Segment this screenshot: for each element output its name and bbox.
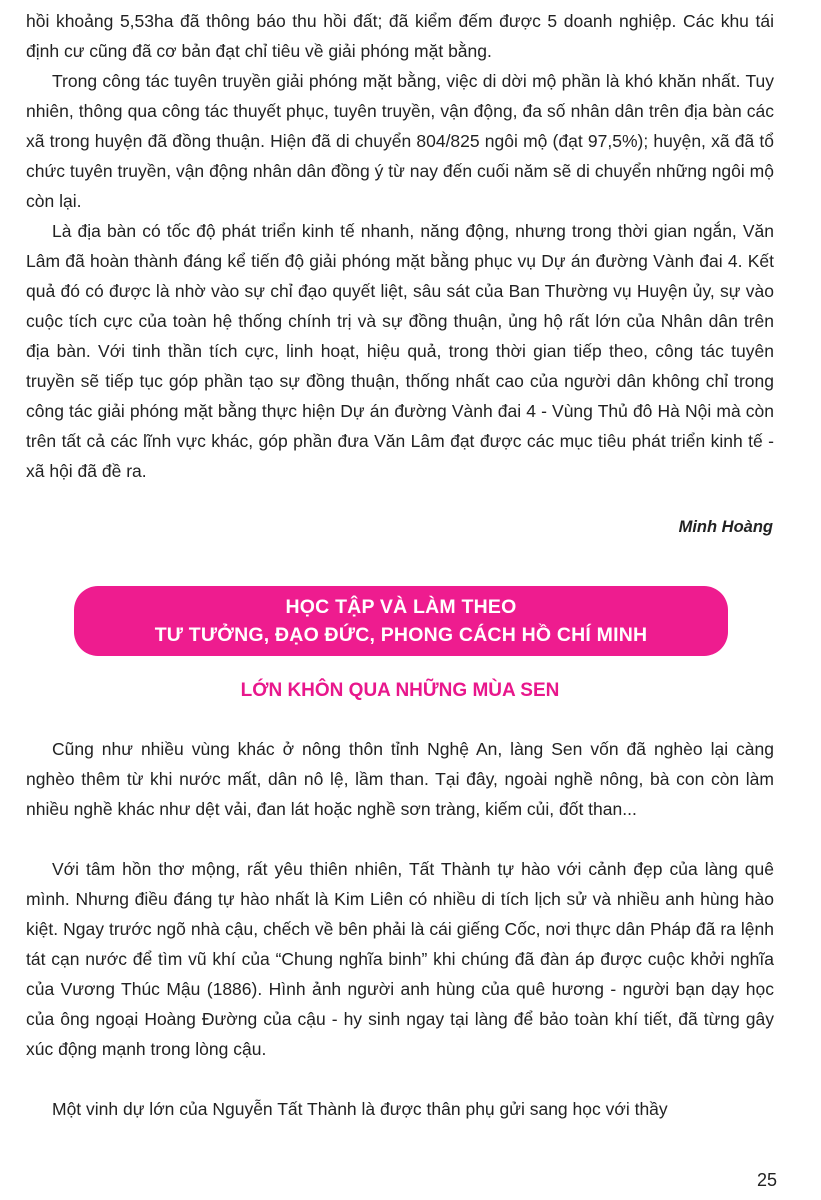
paragraph: Là địa bàn có tốc độ phát triển kinh tế nhanh, năng động, nhưng trong thời gian ngắn, Văn Lâm đã hoàn thành đáng kể tiến độ giải phóng mặt bằng phục vụ Dự án đường Vành đai 4. Kết quả đó có được là nhờ vào sự chỉ đạo quyết liệt, sâu sát của Ban Thường vụ Huyện ủy, sự vào cuộc tích cực của toàn hệ thống chính trị và sự đồng thuận, ủng hộ rất lớn của Nhân dân trên địa bàn. Với tinh thần tích cực, linh hoạt, hiệu quả, trong thời gian tiếp theo, công tác tuyên truyền sẽ tiếp tục góp phần tạo sự đồng thuận, thống nhất cao của người dân không chỉ trong công tác giải phóng mặt bằng thực hiện Dự án đường Vành đai 4 - Vùng Thủ đô Hà Nội mà còn trên tất cả các lĩnh vực khác, góp phần đưa Văn Lâm đạt được các mục tiêu phát triển kinh tế - xã hội đã đề ra.: [26, 221, 774, 481]
author-byline: Minh Hoàng: [678, 518, 773, 536]
paragraph-continued: hồi khoảng 5,53ha đã thông báo thu hồi đất; đã kiểm đếm được 5 doanh nghiệp. Các khu tái định cư cũng đã cơ bản đạt chỉ tiêu về giải phóng mặt bằng.: [26, 11, 774, 61]
article-title: LỚN KHÔN QUA NHỮNG MÙA SEN: [240, 680, 560, 701]
paragraph: Với tâm hồn thơ mộng, rất yêu thiên nhiên, Tất Thành tự hào với cảnh đẹp của làng quê mình. Nhưng điều đáng tự hào nhất là Kim Liên có nhiều di tích lịch sử và nhiều anh hùng hào kiệt. Ngay trước ngõ nhà cậu, chếch về bên phải là cái giếng Cốc, nơi thực dân Pháp đã ra lệnh tát cạn nước để tìm vũ khí của “Chung nghĩa binh” khi chúng đã đàn áp được cuộc khởi nghĩa của Vương Thúc Mậu (1886). Hình ảnh người anh hùng của quê hương - người bạn dạy học của ông ngoại Hoàng Đường của cậu - hy sinh ngay tại làng để bảo toàn khí tiết, đã từng gây xúc động mạnh trong lòng cậu.: [26, 859, 774, 1059]
paragraph: Cũng như nhiều vùng khác ở nông thôn tỉnh Nghệ An, làng Sen vốn đã nghèo lại càng nghèo thêm từ khi nước mất, dân nô lệ, lầm than. Tại đây, ngoài nghề nông, bà con còn làm nhiều nghề khác như dệt vải, đan lát hoặc nghề sơn tràng, kiếm củi, đốt than...: [26, 739, 774, 819]
section-banner-line-2: TƯ TƯỞNG, ĐẠO ĐỨC, PHONG CÁCH HỒ CHÍ MINH: [154, 624, 648, 646]
page-number: 25: [756, 1170, 777, 1190]
paragraph: Trong công tác tuyên truyền giải phóng mặt bằng, việc di dời mộ phần là khó khăn nhất. Tuy nhiên, thông qua công tác thuyết phục, tuyên truyền, vận động, đa số nhân dân trên địa bàn các xã trong huyện đã đồng thuận. Hiện đã di chuyển 804/825 ngôi mộ (đạt 97,5%); huyện, xã đã tổ chức tuyên truyền, vận động nhân dân đồng ý từ nay đến cuối năm sẽ di chuyển những ngôi mộ còn lại.: [26, 71, 774, 211]
paragraph: Một vinh dự lớn của Nguyễn Tất Thành là được thân phụ gửi sang học với thầy: [52, 1099, 668, 1119]
section-banner: [74, 586, 728, 656]
section-banner-line-1: HỌC TẬP VÀ LÀM THEO: [285, 596, 517, 618]
